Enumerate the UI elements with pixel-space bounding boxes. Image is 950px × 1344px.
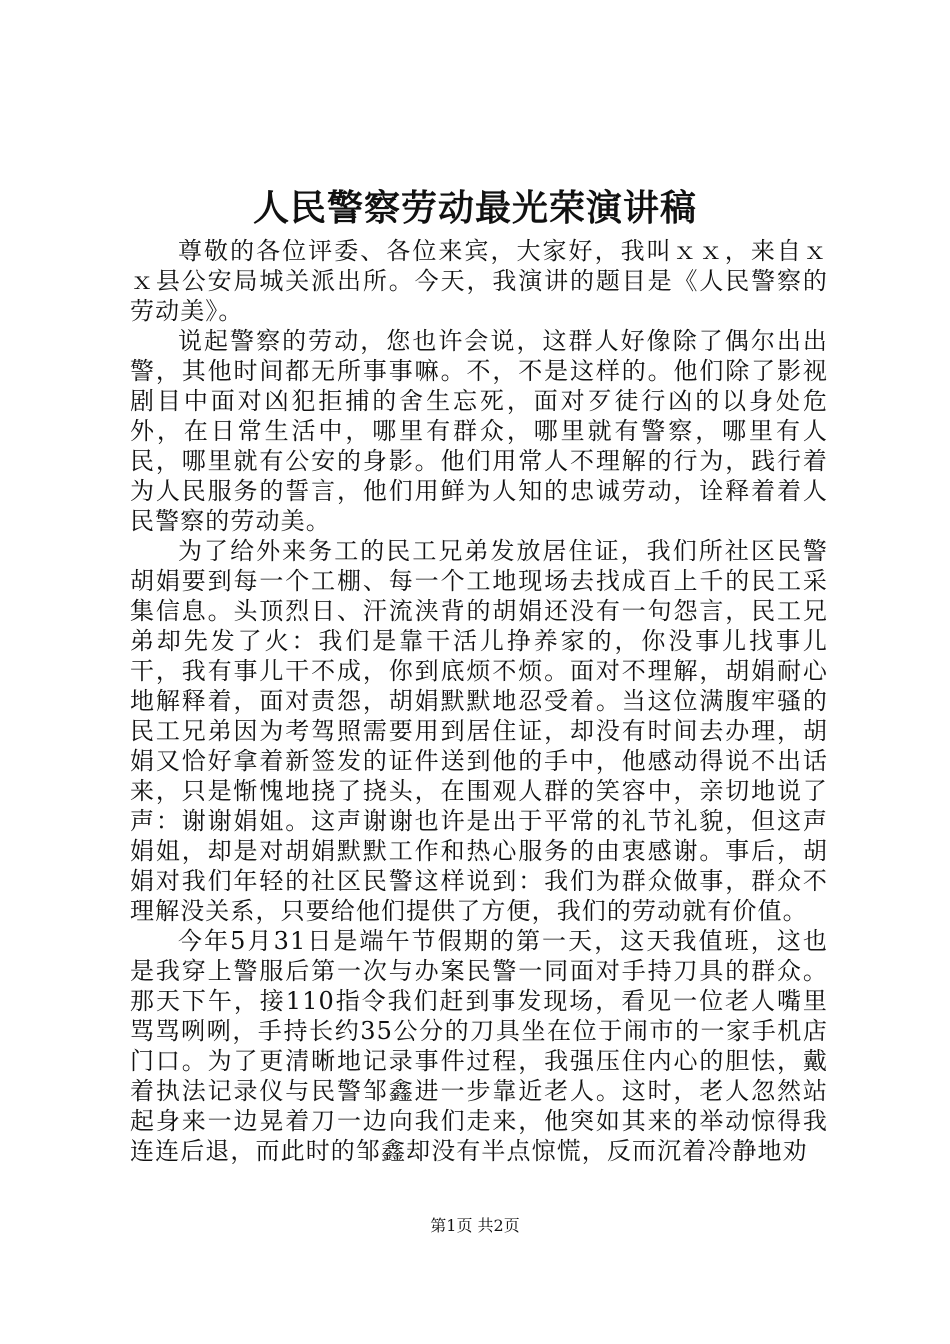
paragraph-1: 尊敬的各位评委、各位来宾，大家好，我叫ｘｘ，来自ｘｘ县公安局城关派出所。今天，我演讲的题目是《人民警察的劳动美》。 <box>130 237 828 325</box>
document-body <box>130 236 828 1166</box>
paragraph-2: 说起警察的劳动，您也许会说，这群人好像除了偶尔出出警，其他时间都无所事事嘛。不，不是这样的。他们除了影视剧目中面对凶犯拒捕的舍生忘死，面对歹徒行凶的以身处危外，在日常生活中，哪里有群众，哪里就有警察，哪里有人民，哪里就有公安的身影。他们用常人不理解的行为，践行着为人民服务的誓言，他们用鲜为人知的忠诚劳动，诠释着着人民警察的劳动美。 <box>130 327 828 535</box>
paragraph-3: 为了给外来务工的民工兄弟发放居住证，我们所社区民警胡娟要到每一个工棚、每一个工地现场去找成百上千的民工采集信息。头顶烈日、汗流浃背的胡娟还没有一句怨言，民工兄弟却先发了火：我们是靠干活儿挣养家的，你没事儿找事儿干，我有事儿干不成，你到底烦不烦。面对不理解，胡娟耐心地解释着，面对责怨，胡娟默默地忍受着。当这位满腹牢骚的民工兄弟因为考驾照需要用到居住证，却没有时间去办理，胡娟又恰好拿着新签发的证件送到他的手中，他感动得说不出话来，只是惭愧地挠了挠头，在围观人群的笑容中，亲切地说了声：谢谢娟姐。这声谢谢也许是出于平常的礼节礼貌，但这声娟姐，却是对胡娟默默工作和热心服务的由衷感谢。事后，胡娟对我们年轻的社区民警这样说到：我们为群众做事，群众不理解没关系，只要给他们提供了方便，我们的劳动就有价值。 <box>130 537 828 925</box>
page-footer: 第1页 共2页 <box>430 1216 520 1235</box>
document-title: 人民警察劳动最光荣演讲稿 <box>252 187 697 229</box>
paragraph-4: 今年5月31日是端午节假期的第一天，这天我值班，这也是我穿上警服后第一次与办案民警一同面对手持刀具的群众。那天下午，接110指令我们赶到事发现场，看见一位老人嘴里骂骂咧咧，手持长约35公分的刀具坐在位于闹市的一家手机店门口。为了更清晰地记录事件过程，我强压住内心的胆怯，戴着执法记录仪与民警邹鑫进一步靠近老人。这时，老人忽然站起身来一边晃着刀一边向我们走来，他突如其来的举动惊得我连连后退，而此时的邹鑫却没有半点惊慌，反而沉着冷静地劝 <box>130 927 828 1165</box>
